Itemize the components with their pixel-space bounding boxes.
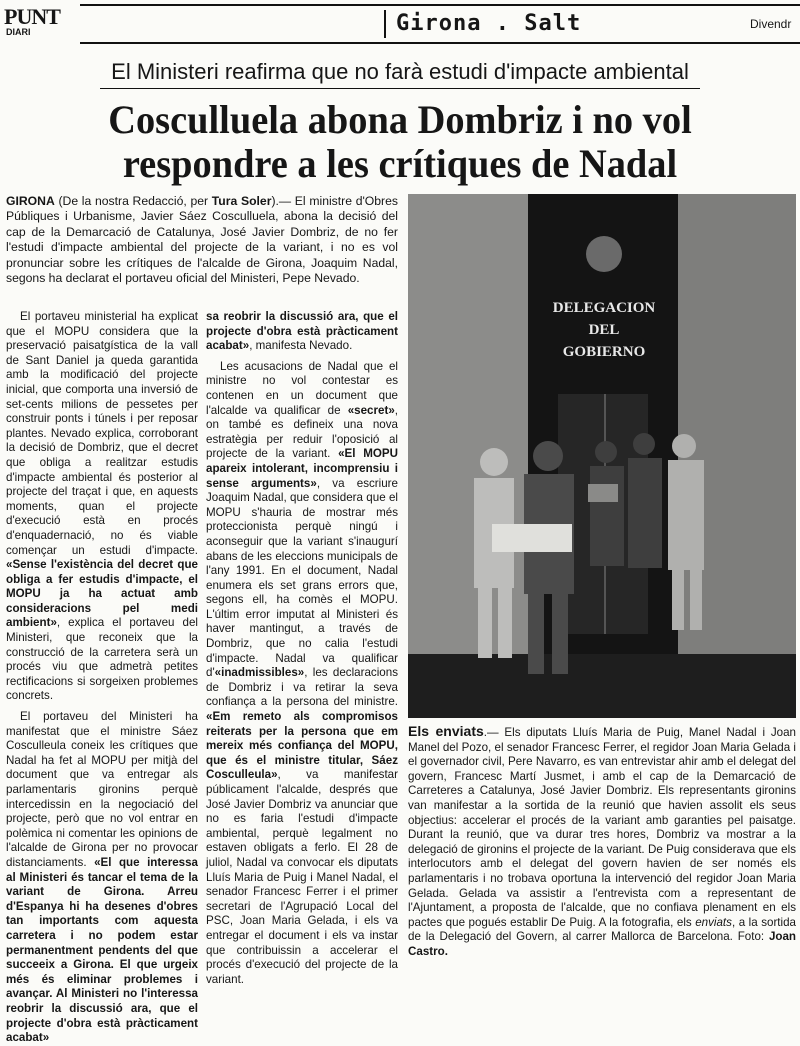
col1-p2-quote: «El que interessa al Ministeri és tancar el tema de la variant de Girona. Arreu d'Espanya hi ha desenes d'obres tan importants com aquesta carretera i no podem estar permanentment pendents del que succeeix a Girona. El que urgeix més és eliminar problemes i avançar. Al Ministeri no l'interessa reobrir la discussió ara, que el projecte d'obra està pràcticament acabat» [6,855,198,1045]
headline-line-1: Cosculluela abona Dombriz i no vol [108,97,692,142]
lead-byline-pre: (De la nostra Redacció, per [58,194,212,208]
col2-p1-text: Les acusacions de Nadal que el ministre no vol contestar es contenen en un document que l'alcalde va qualificar de [206,359,398,417]
caption-text: .— Els diputats Lluís Maria de Puig, Manel Nadal i Joan Manel del Pozo, el senador Francesc Ferrer, el regidor Joan Maria Gelada i el governador civil, Pere Navarro, es van entrevistar ahir amb el delegat del govern, Francesc Martí Jusmet, i amb el cap de la Demarcació de Carreteres a Catalunya, José Javier Dombriz. Els representants gironins van manifestar a la sortida de la reunió que havien assolit els seus objectius: accelerar el procés de la variant amb garanties pel paisatge. Durant la reunió, que va durar tres hores, Dombriz va mostrar a la delegació de gironins el projecte de la variant. De Puig considerava que els interlocutors amb el delegat del govern havien de ser només els parlamentaris i no trobava oportuna la intervenció del regidor Joan Maria Gelada. Gelada va assistir a l'entrevista com a representant de l'Ajuntament, a proposta de l'alcalde, que no confiava plenament en els pactes que pogués establir De Puig. A la fotografia, els [408,726,796,929]
caption-italic: enviats [695,915,732,929]
article-column-2 [206,310,399,986]
masthead-rule-top [80,4,800,6]
lead-text: El ministre d'Obres Públiques i Urbanisme, Javier Sáez Cosculluela, abona la decisió del cap de la Demarcació de Catalunya, José Javier Dombriz, de no fer l'estudi d'impacte ambiental del projecte de la variant, i no es vol pronunciar sobre les crítiques de l'alcalde de Girona, Joaquim Nadal, segons ha declarat el portaveu oficial del Ministeri, Pepe Nevado. [6,194,398,286]
col1-p1-quote: «Sense l'existència del decret que obliga a fer estudis d'impacte, el MOPU ja ha actuat amb consideracions pel medi ambient» [6,558,198,630]
lead-author: Tura Soler [211,194,272,208]
col2-cont-quote: sa reobrir la discussió ara, que el projecte d'obra està pràcticament acabat» [206,310,398,353]
news-photo [408,194,796,718]
newspaper-logo [4,6,78,36]
col2-p1-quote-2: «El MOPU apareix intolerant, incomprensiu i sense arguments» [206,447,399,490]
photo-sign-line-2: DEL [588,322,620,338]
col1-p1-text: El portaveu ministerial ha explicat que el MOPU considera que la preservació paisatgística de la vall de Sant Daniel ja queda garantida amb la modificació del projecte inicial, que comporta una inversió de set-cents milions de pessetes per construir ponts i túnels i per reposar plantes. Nevado explica, corroborant la decisió de Dombriz, que el decret que obliga a realitzar estudis d'impacte ambiental és posterior al projecte del traçat i que, en aquests moments, quan el projecte d'execució està en procés d'enquadernació, no és viable començar un estudi d'impacte. [6,310,198,557]
col2-p1-quote-1: «secret» [347,403,395,417]
logo-subtitle: DIARI [6,27,31,37]
lead-place: GIRONA [6,194,55,208]
headline-line-2: respondre a les crítiques de Nadal [122,141,678,186]
col2-cont-end: , manifesta Nevado. [249,339,353,353]
lead-byline-post: ).— [271,194,295,208]
article-column-1 [6,310,198,1045]
masthead-rule-bottom [80,42,800,44]
photo-illustration [408,194,796,718]
col2-p1-mid-1: , on també es defineix una nova estratègia per reduir l'oposició al projecte de la variant. [206,403,398,461]
col2-p1-mid-3: , les declaracions de Dombriz i va retirar la seva confiança a la persona del ministre. [206,666,398,709]
col2-p1-mid-4: , va manifestar públicament l'alcalde, després que José Javier Dombriz va anunciar que no es faria l'estudi d'impacte ambiental, perquè legalment no estaven obligats a ferlo. El 28 de juliol, Nadal va convocar els diputats Lluís Maria de Puig i Manel Nadal, el senador Francesc Ferrer i el primer secretari de l'Agrupació Local del PSC, Joan Maria Gelada, i els va entregar el document i els va instar que contribuissin a accelerar el procés d'execució del projecte de la variant. [206,768,398,986]
lead-paragraph [6,194,398,286]
kicker-rule [100,88,700,89]
headline [16,98,784,186]
photo-sign-line-1: DELEGACION [552,300,656,316]
col2-continuation [206,310,398,354]
photo-caption [408,724,796,960]
col2-p1-quote-4: «Em remeto als compromisos reiterats per la persona que em mereix més confiança del MOPU, que és el ministre titular, Sáez Cosculleula» [206,710,398,782]
col1-paragraph-1 [6,310,198,704]
caption-text-2: , a la sortida de la Delegació del Govern, al carrer Mallorca de Barcelona. Foto: [408,915,797,944]
col1-p2-text: El portaveu del Ministeri ha manifestat que el ministre Sáez Cosculleula coneix les crítiques que Nadal ha fet al MOPU per mitjà del document que va entregar als parlamentaris gironins perquè intercedissin en la negociació del projecte, però que no vol entrar en polèmica ni comentar les opinions de l'alcalde de Girona per no provocar distanciaments. [6,710,198,869]
photo-sign-line-3: GOBIERNO [562,344,646,360]
dateline: Divendr [750,17,792,31]
masthead-divider [384,10,386,38]
col2-p1-quote-3: «inadmissibles» [214,666,305,680]
col1-p1-end: , explica el portaveu del Ministeri, que reconeix que la construcció de la carretera serà un procés viu que admetrà petites rectificacions si sorgeixen problemes concrets. [6,616,198,703]
kicker-subheadline: El Ministeri reafirma que no farà estudi d'impacte ambiental [111,59,689,84]
logo-title: PUNT [4,4,60,29]
col2-p1-mid-2: , va escriure Joaquim Nadal, que considera que el MOPU s'hauria de mostrar més proteccionista perquè ningú i aconseguir que la variant s'inaugurí abans de les eleccions municipals de l'any 1991. En el document, Nadal enumera els set grans errors que, segons ell, ha comès el MOPU. L'últim error imputat al Ministeri és haver mantingut, a través de Dombriz, que no calia l'estudi d'impacte. Nadal va qualificar d' [206,476,398,680]
photo-credit: Joan Castro. [408,930,796,958]
caption-label: Els enviats [408,723,484,739]
col1-paragraph-2 [6,710,198,1046]
section-title: Girona . Salt [396,11,582,36]
col2-paragraph-1 [206,360,398,988]
